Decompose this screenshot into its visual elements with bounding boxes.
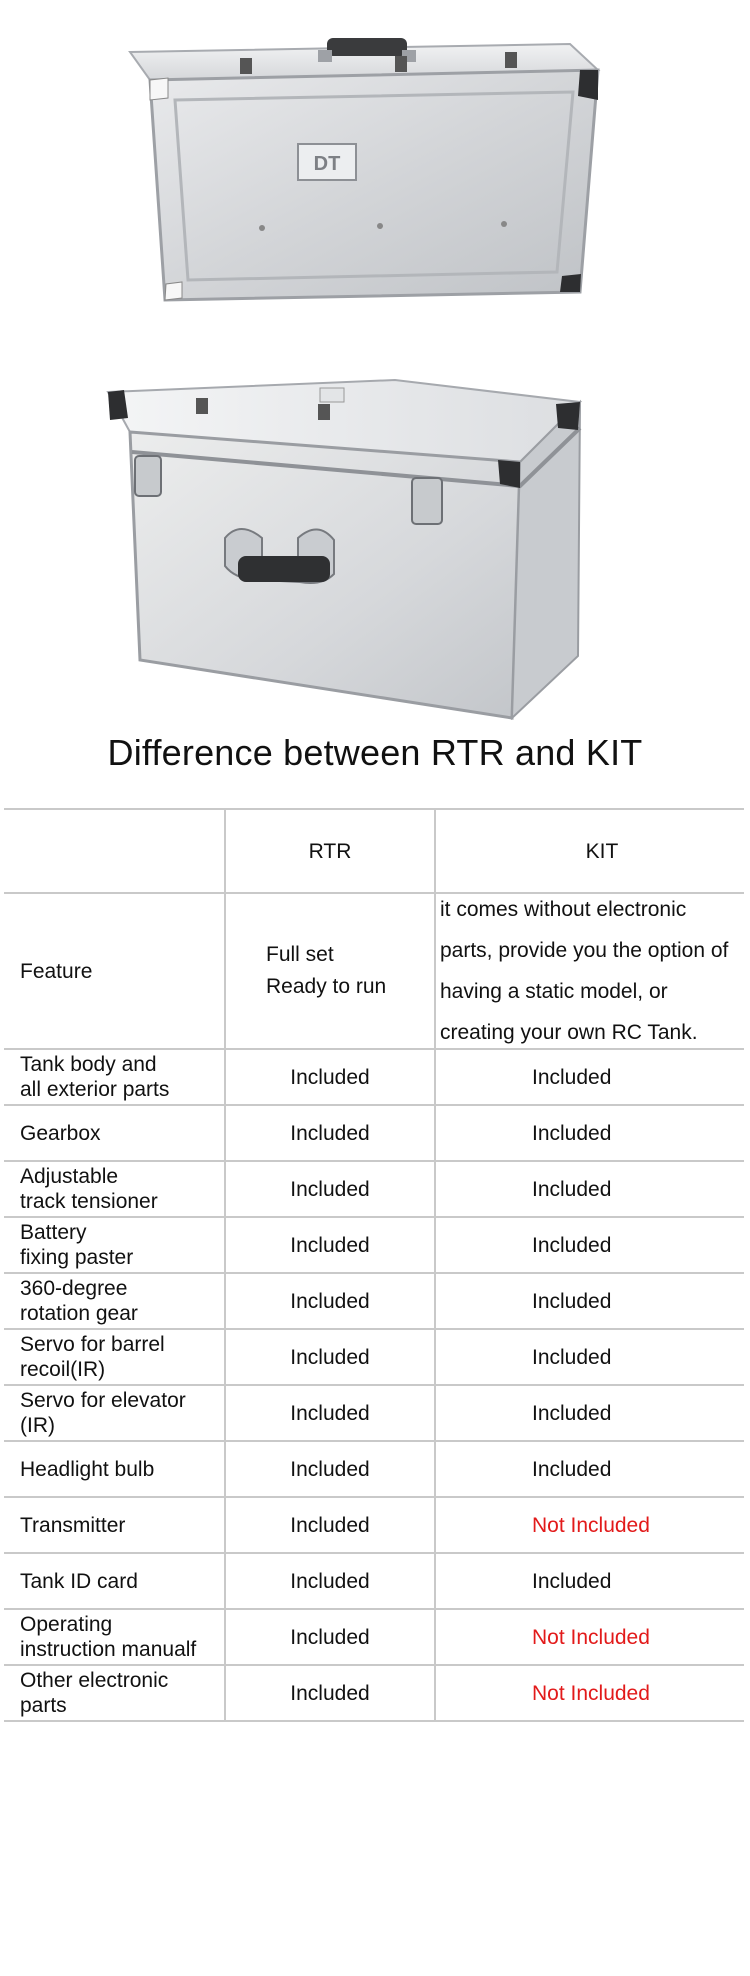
aluminum-case-angled-illustration [0,360,750,720]
rtr-status: Included [290,1233,370,1257]
svg-text:DT: DT [313,153,341,175]
comparison-heading: Difference between RTR and KIT [107,732,643,773]
kit-status: Included [532,1401,612,1425]
row-label-cell [4,1666,226,1720]
table-header-row [4,808,744,894]
table-body [4,1050,744,1722]
table-row [4,1218,744,1274]
row-kit-cell [436,1554,744,1608]
feature-label-cell [4,894,226,1048]
kit-status: Included [532,1121,612,1145]
row-label-cell [4,1554,226,1608]
row-label-cell [4,1610,226,1664]
rtr-status: Included [290,1569,370,1593]
row-label: Adjustable track tensioner [20,1165,158,1213]
header-cell-empty [4,810,226,892]
row-label-cell [4,1106,226,1160]
rtr-status: Included [290,1345,370,1369]
kit-status: Included [532,1233,612,1257]
kit-status: Included [532,1177,612,1201]
case-photo-angled [0,360,750,720]
table-row [4,1442,744,1498]
feature-label: Feature [20,959,93,983]
kit-status: Not Included [532,1513,650,1537]
row-label: Tank body and all exterior parts [20,1053,170,1101]
row-rtr-cell [226,1106,436,1160]
row-kit-cell [436,1106,744,1160]
row-rtr-cell [226,1386,436,1440]
row-label: Servo for elevator (IR) [20,1389,186,1437]
row-label-cell [4,1050,226,1104]
rtr-status: Included [290,1065,370,1089]
table-row [4,1274,744,1330]
kit-status: Included [532,1065,612,1089]
row-label-cell [4,1330,226,1384]
table-row [4,1162,744,1218]
row-rtr-cell [226,1554,436,1608]
row-rtr-cell [226,1498,436,1552]
kit-status: Not Included [532,1681,650,1705]
row-label: Tank ID card [20,1569,138,1593]
kit-status: Included [532,1345,612,1369]
row-kit-cell [436,1218,744,1272]
aluminum-case-front-illustration [0,0,750,360]
rtr-status: Included [290,1289,370,1313]
kit-status: Included [532,1457,612,1481]
header-rtr-label: RTR [308,839,352,863]
row-kit-cell [436,1666,744,1720]
feature-kit-cell [436,894,744,1048]
row-rtr-cell [226,1274,436,1328]
rtr-status: Included [290,1681,370,1705]
row-kit-cell [436,1386,744,1440]
feature-rtr-text: Full set Ready to run [266,943,387,998]
row-kit-cell [436,1162,744,1216]
row-label: 360-degree rotation gear [20,1277,138,1325]
table-row [4,1666,744,1722]
row-label-cell [4,1386,226,1440]
row-rtr-cell [226,1330,436,1384]
row-label: Servo for barrel recoil(IR) [20,1333,165,1381]
rtr-status: Included [290,1401,370,1425]
header-kit-label: KIT [585,839,619,863]
row-label-cell [4,1274,226,1328]
row-rtr-cell [226,1442,436,1496]
row-rtr-cell [226,1218,436,1272]
row-rtr-cell [226,1666,436,1720]
row-rtr-cell [226,1050,436,1104]
row-rtr-cell [226,1162,436,1216]
row-label: Gearbox [20,1121,101,1145]
row-label: Transmitter [20,1513,126,1537]
rtr-status: Included [290,1513,370,1537]
feature-kit-text: it comes without electronic parts, provide you the option of having a static model, or creating your own RC Tank. [440,898,729,1044]
row-rtr-cell [226,1610,436,1664]
row-kit-cell [436,1442,744,1496]
row-label: Other electronic parts [20,1669,169,1717]
case-photo-front [0,0,750,360]
row-label-cell [4,1218,226,1272]
rtr-status: Included [290,1121,370,1145]
row-label-cell [4,1162,226,1216]
row-label-cell [4,1442,226,1496]
kit-status: Included [532,1289,612,1313]
table-row [4,1050,744,1106]
rtr-status: Included [290,1625,370,1649]
row-label: Operating instruction manualf [20,1613,197,1661]
row-kit-cell [436,1274,744,1328]
row-label: Headlight bulb [20,1457,155,1481]
row-kit-cell [436,1050,744,1104]
rtr-status: Included [290,1457,370,1481]
row-kit-cell [436,1330,744,1384]
rtr-status: Included [290,1177,370,1201]
header-cell-kit [436,810,744,892]
table-row [4,1386,744,1442]
kit-status: Not Included [532,1625,650,1649]
table-row [4,1498,744,1554]
feature-row [4,894,744,1050]
row-kit-cell [436,1610,744,1664]
feature-rtr-cell [226,894,436,1048]
row-label-cell [4,1498,226,1552]
row-kit-cell [436,1498,744,1552]
table-row [4,1554,744,1610]
row-label: Battery fixing paster [20,1221,134,1269]
table-row [4,1330,744,1386]
table-row [4,1106,744,1162]
header-cell-rtr [226,810,436,892]
kit-status: Included [532,1569,612,1593]
table-row [4,1610,744,1666]
comparison-table [4,808,744,1722]
